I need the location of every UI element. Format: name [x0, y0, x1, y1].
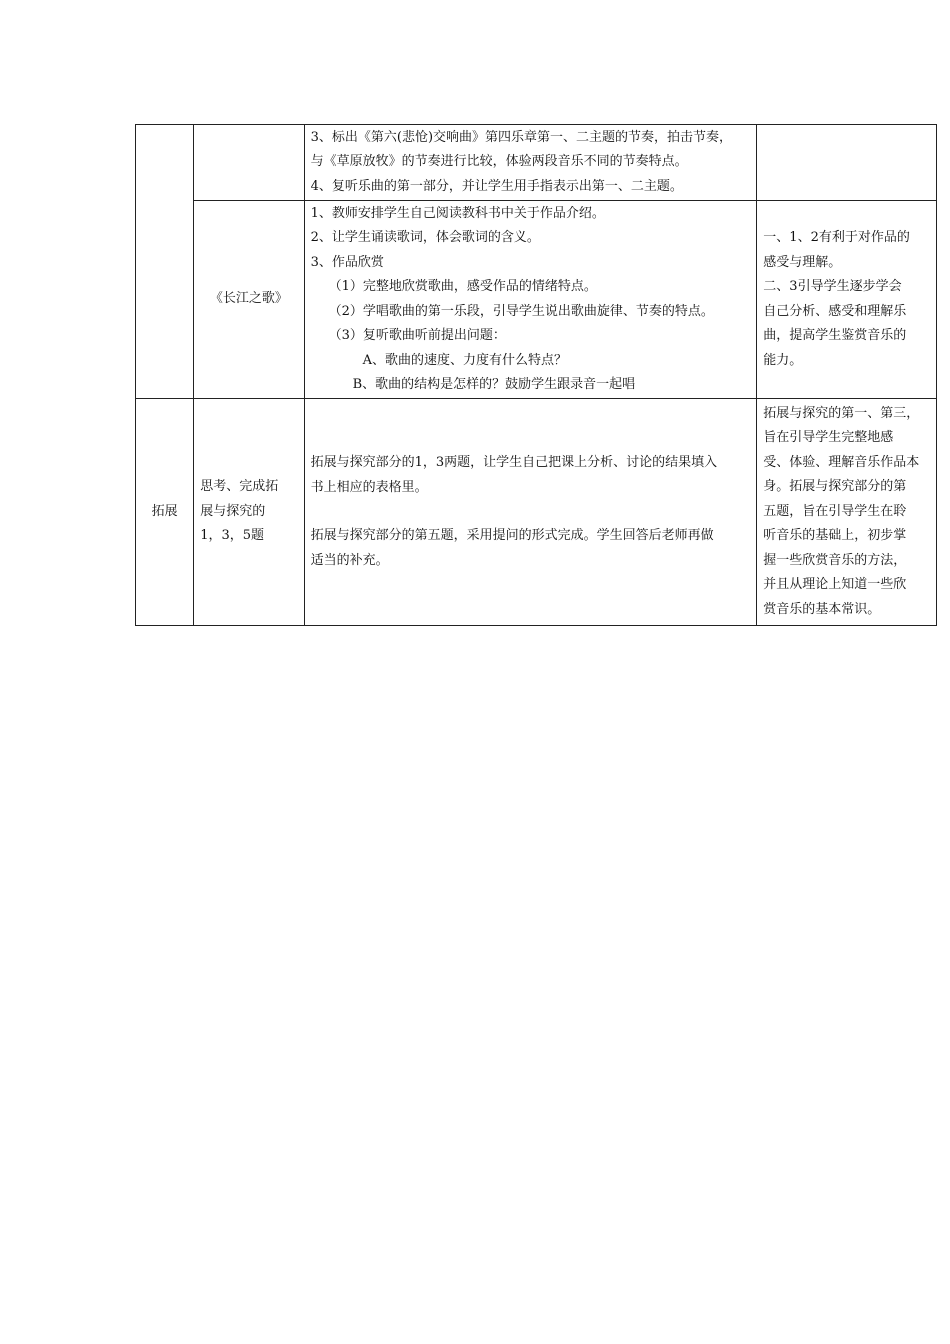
stage-cell [136, 399, 194, 626]
table-row [136, 125, 937, 201]
procedure-line: 1、教师安排学生自己阅读教科书中关于作品介绍。 [310, 205, 605, 221]
stage-cell [136, 125, 194, 399]
table-row [136, 399, 937, 626]
note-line: 感受与理解。 [763, 254, 842, 270]
note-line: 旨在引导学生完整地感 [763, 430, 894, 446]
procedure-line: 拓展与探究部分的1，3两题，让学生自己把课上分析、讨论的结果填入 [310, 455, 718, 470]
note-line: 能力。 [763, 352, 803, 368]
procedure-cell [304, 399, 757, 626]
note-line: 一、1、2有利于对作品的 [763, 230, 910, 245]
procedure-line: 3、标出《第六(悲怆)交响曲》第四乐章第一、二主题的节奏，拍击节奏， [310, 129, 733, 145]
notes-cell [757, 399, 937, 626]
topic-cell [194, 125, 304, 201]
procedure-line: 适当的补充。 [310, 552, 389, 568]
procedure-line: 4、复听乐曲的第一部分，并让学生用手指表示出第一、二主题。 [310, 178, 683, 194]
topic-line: 1，3，5题 [200, 528, 265, 544]
note-line: 并且从理论上知道一些欣 [763, 577, 907, 593]
note-line: 二、3引导学生逐步学会 [763, 279, 902, 294]
procedure-line: （1）完整地欣赏歌曲，感受作品的情绪特点。 [328, 279, 597, 294]
procedure-line: 3、作品欣赏 [310, 254, 384, 270]
stage-label: 拓展 [151, 503, 178, 519]
procedure-line: B、歌曲的结构是怎样的？鼓励学生跟录音一起唱 [352, 377, 636, 392]
procedure-line: （2）学唱歌曲的第一乐段，引导学生说出歌曲旋律、节奏的特点。 [328, 303, 714, 319]
procedure-cell [304, 125, 757, 201]
topic-cell [194, 399, 304, 626]
procedure-line: A、歌曲的速度、力度有什么特点？ [362, 352, 567, 368]
procedure-line: 2、让学生诵读歌词，体会歌词的含义。 [310, 230, 540, 245]
procedure-line: 与《草原放牧》的节奏进行比较，体验两段音乐不同的节奏特点。 [310, 154, 688, 170]
procedure-line: 书上相应的表格里。 [310, 479, 428, 495]
note-line: 听音乐的基础上，初步掌 [763, 528, 907, 544]
table-row [136, 201, 937, 399]
note-line: 受、体验、理解音乐作品本 [763, 454, 920, 470]
note-line: 曲，提高学生鉴赏音乐的 [763, 328, 907, 343]
procedure-cell [304, 201, 757, 399]
note-line: 握一些欣赏音乐的方法， [763, 552, 907, 568]
spacer [311, 500, 751, 524]
note-line: 拓展与探究的第一、第三， [763, 405, 920, 421]
topic-line: 思考、完成拓 [200, 479, 279, 495]
song-title: 《长江之歌》 [209, 291, 288, 307]
procedure-line: （3）复听歌曲听前提出问题： [328, 328, 506, 343]
topic-line: 展与探究的 [200, 503, 266, 519]
note-line: 身。拓展与探究部分的第 [763, 479, 907, 495]
topic-cell [194, 201, 304, 399]
note-line: 赏音乐的基本常识。 [763, 601, 881, 617]
lesson-plan-table [135, 124, 937, 626]
note-line: 自己分析、感受和理解乐 [763, 303, 907, 319]
notes-cell [757, 125, 937, 201]
notes-cell [757, 201, 937, 399]
note-line: 五题，旨在引导学生在聆 [763, 503, 907, 519]
procedure-line: 拓展与探究部分的第五题，采用提问的形式完成。学生回答后老师再做 [310, 528, 714, 543]
